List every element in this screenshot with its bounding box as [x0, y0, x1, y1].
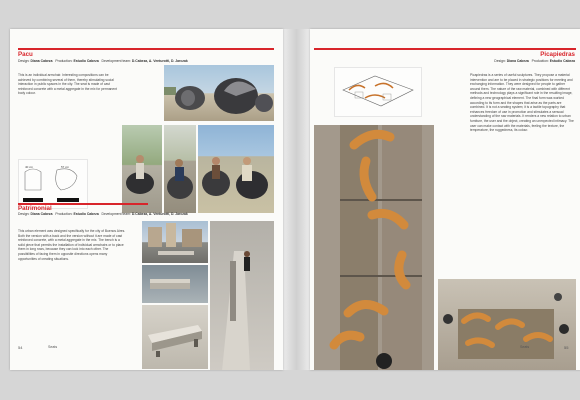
body-text-patrimonial: This urban element was designed specifically for the city of Buenos Aires. Both the version with a back and the version without it are made of cast reinforced concrete, with a metal aggregate in the mix. The bench is a solid piece that permits the installation of individual armchairs or to place them in long rows, because they can lock into each other. The possibilities of facing them in opposite directions opens many opportunities of creating situations.	[18, 229, 126, 261]
book-gutter	[283, 29, 310, 370]
photo-picapiedras-people	[438, 279, 576, 370]
running-footer-left: Seats	[48, 345, 58, 349]
page-number-right: 55	[564, 345, 569, 350]
credit-line-pacu	[18, 59, 188, 63]
photo-patrimonial-bench-detail	[142, 305, 208, 369]
drawing-label-depth: 57 cm	[61, 165, 70, 169]
right-page	[310, 29, 580, 370]
section-title-pacu: Pacu	[18, 51, 33, 58]
section-rule-pacu	[18, 48, 274, 50]
photo-patrimonial-bench-row	[210, 221, 274, 370]
photo-patrimonial-street	[142, 221, 208, 263]
left-page	[10, 29, 283, 370]
credit-development-label: Development team:	[101, 212, 131, 216]
page-number-left: 54	[18, 345, 23, 350]
drawing-pacu-dimensions	[18, 159, 88, 209]
photo-pacu-people-1	[122, 125, 162, 213]
credit-design-value: Diana Cabeza	[30, 59, 53, 63]
drawing-label-width: 40 cm	[25, 165, 34, 169]
photo-pacu-people-2	[164, 125, 196, 213]
credit-development-value: D.Cabeza, A. Venturotti, D. Jarczak	[131, 59, 188, 63]
credit-development-label: Development team:	[101, 59, 131, 63]
credit-production-label: Production:	[531, 59, 549, 63]
photo-patrimonial-benches	[142, 265, 208, 303]
credit-design-label: Design:	[494, 59, 506, 63]
section-title-patrimonial: Patrimonial	[18, 205, 52, 212]
credit-production-label: Production:	[55, 59, 73, 63]
credit-line-picapiedras	[494, 59, 575, 63]
photo-pacu-people-3	[198, 125, 274, 213]
drawing-picapiedras-isometric	[334, 67, 422, 117]
body-text-picapiedras: Picapiedras is a series of useful sculptures. They propose a material intervention and are to be placed in strategic positions for meeting and exchanging information. They were designed for people to gather around them. The nature of the raw material, combined with different methods and technology plays a significant role in the resulting image, defining a new geographical element. The final form was worked according to its form and the shapes that arise as the parts are combined. It is not a seating system; it is a tactile topography that enhances freedom of use in promotion and stimulates a sensual understanding of the raw materials. It renders a new relation to urban furniture, the user and the object, creating an unexpected intimacy. The user can make contact with the materials, feeling the texture, the temperature, the ruggedness, its colour.	[470, 73, 574, 133]
credit-development-value: D.Cabeza, A. Venturotti, D. Jarczak	[131, 212, 188, 216]
photo-picapiedras-aerial	[314, 125, 434, 370]
section-rule-picapiedras	[314, 48, 576, 50]
credit-production-value: Estudio Cabeza	[73, 59, 99, 63]
credit-design-value: Diana Cabeza	[506, 59, 529, 63]
credit-design-label: Design:	[18, 59, 30, 63]
credit-production-value: Estudio Cabeza	[549, 59, 575, 63]
section-title-picapiedras: Picapiedras	[540, 51, 575, 58]
credit-line-patrimonial	[18, 212, 188, 216]
credit-design-label: Design:	[18, 212, 30, 216]
photo-pacu-chairs	[164, 65, 274, 121]
credit-design-value: Diana Cabeza	[30, 212, 53, 216]
running-footer-right: Seats	[520, 345, 530, 349]
credit-production-label: Production:	[55, 212, 73, 216]
body-text-pacu: This is an individual armchair. Interesting compositions can be achieved by combining several of them, thereby stimulating social interaction in public spaces in the city. The seat is made of cast reinforced concrete with a metal aggregate in the mix for permanent body colour.	[18, 73, 117, 96]
credit-production-value: Estudio Cabeza	[73, 212, 99, 216]
